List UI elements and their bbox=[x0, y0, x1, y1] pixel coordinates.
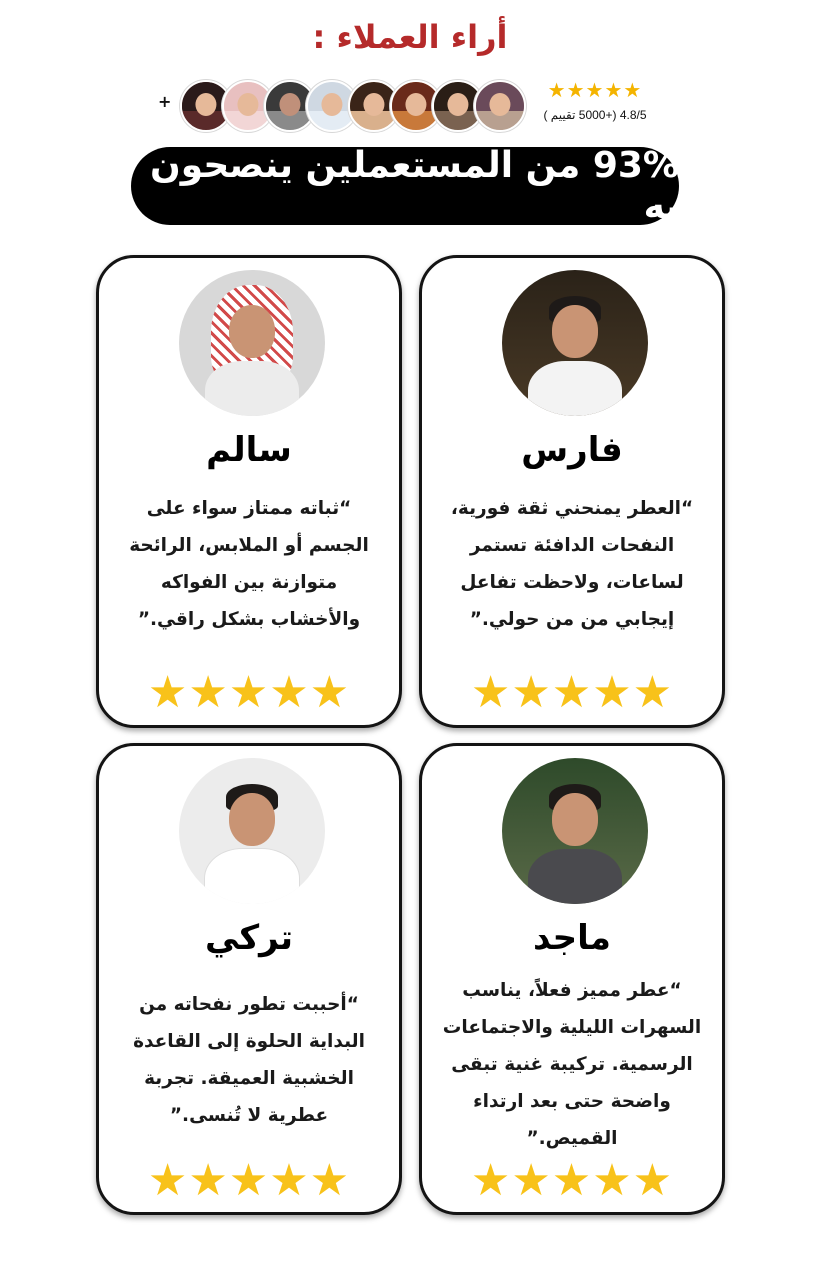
rating-stars: ★★★★★ bbox=[547, 78, 643, 102]
review-card bbox=[96, 743, 402, 1215]
rating-text: 4.8/5 (+5000 تقييم ) bbox=[543, 108, 647, 122]
customer-avatar bbox=[474, 80, 526, 132]
recommendation-banner: 93% من المستعملين ينصحون به bbox=[131, 147, 679, 225]
review-card bbox=[419, 743, 725, 1215]
rating-score bbox=[520, 78, 670, 122]
review-text: “عطر مميز فعلاً، يناسب السهرات الليلية والاجتماعات الرسمية. تركيبة غنية تبقى واضحة حتى بعد ارتداء القميص.” bbox=[442, 980, 702, 1149]
review-stars: ★★★★★ bbox=[147, 1155, 351, 1206]
reviewer-photo bbox=[179, 758, 325, 904]
section-title: أراء العملاء : bbox=[312, 18, 508, 56]
reviewer-photo bbox=[179, 270, 325, 416]
customer-avatars bbox=[180, 80, 526, 132]
review-stars: ★★★★★ bbox=[147, 667, 351, 718]
reviewer-name: سالم bbox=[206, 430, 292, 470]
review-text: “العطر يمنحني ثقة فورية، النفحات الدافئة تستمر لساعات، ولاحظت تفاعل إيجابي من من حولي.” bbox=[450, 498, 694, 630]
reviewer-photo bbox=[502, 270, 648, 416]
rating-summary bbox=[150, 78, 670, 134]
review-text: “ثباته ممتاز سواء على الجسم أو الملابس، الرائحة متوازنة بين الفواكه والأخشاب بشكل راقي.” bbox=[129, 498, 369, 630]
reviewer-name: فارس bbox=[521, 430, 623, 470]
reviewer-photo bbox=[502, 758, 648, 904]
review-card bbox=[96, 255, 402, 728]
reviewer-name: ماجد bbox=[533, 918, 611, 958]
reviewer-name: تركي bbox=[204, 918, 294, 958]
review-stars: ★★★★★ bbox=[470, 1155, 674, 1206]
review-card bbox=[419, 255, 725, 728]
review-stars: ★★★★★ bbox=[470, 667, 674, 718]
review-text: “أحببت تطور نفحاته من البداية الحلوة إلى القاعدة الخشبية العميقة. تجربة عطرية لا تُنسى.” bbox=[133, 994, 365, 1126]
more-customers-plus: + bbox=[158, 92, 172, 111]
